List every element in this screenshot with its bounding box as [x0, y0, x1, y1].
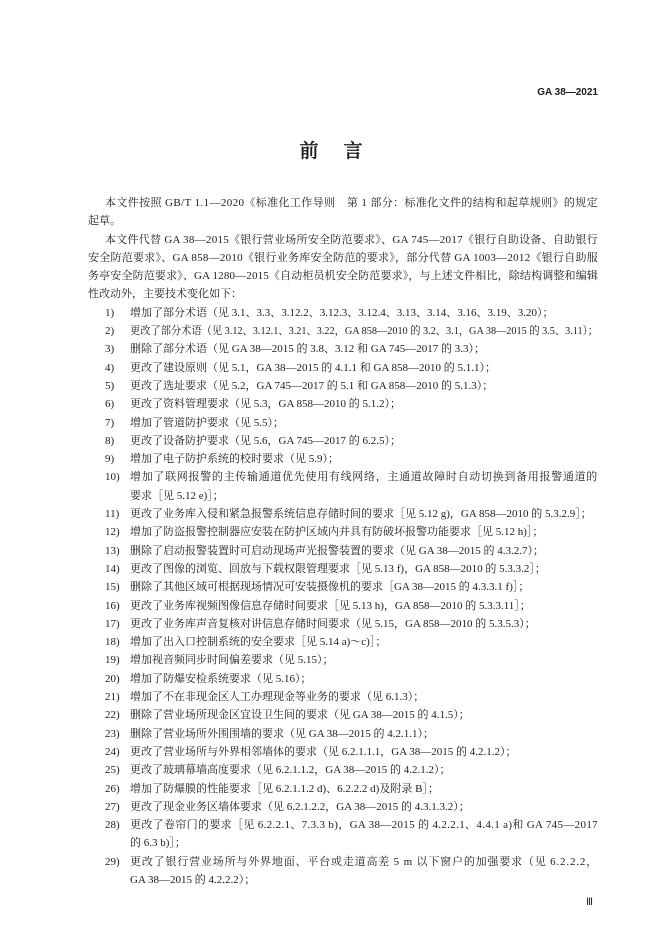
item-line — [130, 523, 598, 541]
item-line-text: 更改了建设原则（见 5.1，GA 38—2015 的 4.1.1 和 GA 858—2010 的 5.1.1）； — [130, 361, 497, 374]
item-text — [130, 340, 598, 358]
item-line-text: 更改了卷帘门的要求［见 6.2.2.1、7.3.3 b)，GA 38—2015 的 4.2.2.1、4.4.1 a)和 GA 745—2017 — [130, 819, 598, 832]
item-number: 14) — [105, 562, 120, 575]
item-text — [130, 450, 598, 468]
item-number: 2) — [105, 325, 115, 338]
item-number: 1) — [105, 306, 115, 319]
item-line — [130, 468, 598, 486]
item-line-text: 要求［见 5.12 e)］； — [130, 489, 224, 502]
item-text — [130, 560, 598, 578]
item-line — [130, 816, 598, 834]
item-line — [130, 743, 598, 761]
item-line — [130, 414, 598, 432]
change-item — [88, 377, 598, 395]
paragraph-line — [88, 212, 598, 230]
item-text — [130, 633, 598, 651]
item-number: 15) — [105, 581, 120, 594]
item-text — [130, 505, 598, 523]
item-text — [130, 688, 598, 706]
item-line — [130, 670, 598, 688]
foreword-body — [88, 194, 598, 889]
change-item — [88, 468, 598, 505]
change-item — [88, 743, 598, 761]
item-number: 13) — [105, 544, 120, 557]
item-line-text: 增加了出入口控制系统的安全要求［见 5.14 a)～c)］； — [130, 636, 387, 649]
item-line-text: 更改了资料管理要求（见 5.3，GA 858—2010 的 5.1.2）； — [130, 398, 402, 411]
change-item — [88, 615, 598, 633]
item-text — [130, 725, 598, 743]
change-item — [88, 597, 598, 615]
item-line-text: 删除了营业场所现金区宜设卫生间的要求（见 GA 38—2015 的 4.1.5）； — [130, 709, 470, 722]
item-number: 3) — [105, 343, 115, 356]
item-number: 17) — [105, 617, 120, 630]
item-line-text: 更改了银行营业场所与外界地面、平台或走道高差 5 m 以下窗户的加强要求（见 6.2.2.2， — [130, 855, 598, 868]
change-item — [88, 340, 598, 358]
item-line-text: 增加了不在非现金区人工办理现金等业务的要求（见 6.1.3）； — [130, 691, 425, 704]
item-number: 4) — [105, 361, 115, 374]
item-line — [130, 853, 598, 871]
item-text — [130, 322, 598, 340]
item-text — [130, 377, 598, 395]
item-line-text: 更改了业务库入侵和紧急报警系统信息存储时间的要求［见 5.12 g)，GA 858—2010 的 5.3.2.9］； — [130, 508, 592, 521]
item-line — [130, 706, 598, 724]
item-text — [130, 414, 598, 432]
item-line-text: 增加了电子防护系统的校时要求（见 5.9）； — [130, 453, 339, 466]
item-number: 18) — [105, 636, 120, 649]
item-text — [130, 706, 598, 724]
paragraph-line-text: 本文件代替 GA 38—2015《银行营业场所安全防范要求》、GA 745—2017《银行自助设备、自助银行 — [105, 233, 598, 246]
item-line — [130, 834, 598, 852]
item-line-text: 增加视音频同步时间偏差要求（见 5.15）； — [130, 654, 334, 667]
item-line — [130, 798, 598, 816]
item-number: 23) — [105, 727, 120, 740]
item-number: 28) — [105, 819, 120, 832]
change-item — [88, 651, 598, 669]
item-text — [130, 798, 598, 816]
item-number: 16) — [105, 599, 120, 612]
change-item — [88, 304, 598, 322]
item-line-text: 更改了玻璃幕墙高度要求（见 6.2.1.1.2，GA 38—2015 的 4.2.1.2）； — [130, 764, 451, 777]
item-text — [130, 615, 598, 633]
item-text — [130, 780, 598, 798]
paragraph — [88, 194, 598, 231]
paragraph — [88, 231, 598, 304]
item-text — [130, 468, 598, 505]
paragraph-line — [88, 231, 598, 249]
item-line — [130, 651, 598, 669]
item-text — [130, 542, 598, 560]
item-line — [130, 761, 598, 779]
item-number: 8) — [105, 434, 115, 447]
item-number: 29) — [105, 855, 120, 868]
change-item — [88, 725, 598, 743]
item-line-text: 更改了营业场所与外界相邻墙体的要求（见 6.2.1.1.1，GA 38—2015 的 4.2.1.2）； — [130, 745, 517, 758]
change-item — [88, 780, 598, 798]
item-line — [130, 359, 598, 377]
item-line — [130, 633, 598, 651]
item-text — [130, 670, 598, 688]
change-item — [88, 798, 598, 816]
change-item — [88, 816, 598, 853]
item-line — [130, 304, 598, 322]
item-line-text: GA 38—2015 的 4.2.2.2）； — [130, 873, 256, 886]
item-number: 22) — [105, 709, 120, 722]
item-text — [130, 853, 598, 890]
item-line-text: 更改了部分术语（见 3.12、3.12.1、3.21、3.22，GA 858—2010 的 3.2、3.1，GA 38—2015 的 3.5、3.11）； — [130, 325, 598, 338]
item-text — [130, 432, 598, 450]
change-item — [88, 450, 598, 468]
paragraph-line-text: 务亭安全防范要求》、GA 1280—2015《自动柜员机安全防范要求》，与上述文件相比，除结构调整和编辑 — [88, 270, 598, 283]
item-number: 11) — [105, 508, 120, 521]
item-number: 9) — [105, 453, 115, 466]
change-item — [88, 560, 598, 578]
item-number: 19) — [105, 654, 120, 667]
item-line-text: 增加了防爆安检系统要求（见 5.16）； — [130, 672, 312, 685]
item-line-text: 增加了防爆膜的性能要求［见 6.2.1.1.2 d)、6.2.2.2 d)及附录 B］； — [130, 782, 439, 795]
item-line — [130, 542, 598, 560]
item-line-text: 更改了选址要求（见 5.2，GA 745—2017 的 5.1 和 GA 858—2010 的 5.1.3）； — [130, 379, 494, 392]
change-item — [88, 432, 598, 450]
paragraph-line-text: 起草。 — [88, 215, 121, 228]
change-item — [88, 853, 598, 890]
paragraph-line-text: 本文件按照 GB/T 1.1—2020《标准化工作导则 第 1 部分：标准化文件的结构和起草规则》的规定 — [105, 197, 598, 209]
item-line — [130, 725, 598, 743]
item-line — [130, 780, 598, 798]
item-line-text: 更改了业务库声音复核对讲信息存储时间要求（见 5.15，GA 858—2010 的 5.3.5.3）； — [130, 617, 536, 630]
item-number: 7) — [105, 416, 115, 429]
item-text — [130, 395, 598, 413]
item-number: 24) — [105, 745, 120, 758]
technical-changes-list — [88, 304, 598, 890]
item-number: 6) — [105, 398, 115, 411]
item-line — [130, 578, 598, 596]
item-line — [130, 688, 598, 706]
change-item — [88, 761, 598, 779]
item-text — [130, 651, 598, 669]
paragraph-line — [88, 285, 598, 303]
item-number: 21) — [105, 691, 120, 704]
change-item — [88, 414, 598, 432]
item-number: 26) — [105, 782, 120, 795]
paragraph-line — [88, 249, 598, 267]
item-line — [130, 395, 598, 413]
item-line-text: 增加了管道防护要求（见 5.5）； — [130, 416, 284, 429]
change-item — [88, 322, 598, 340]
item-line-text: 更改了图像的浏览、回放与下载权限管理要求［见 5.13 f)，GA 858—2010 的 5.3.3.2］； — [130, 562, 546, 575]
item-text — [130, 597, 598, 615]
change-item — [88, 523, 598, 541]
change-item — [88, 542, 598, 560]
change-item — [88, 670, 598, 688]
change-item — [88, 578, 598, 596]
item-line — [130, 450, 598, 468]
item-line-text: 删除了其他区域可根据现场情况可安装摄像机的要求［GA 38—2015 的 4.3.3.1 f)］； — [130, 581, 530, 594]
item-line-text: 增加了防盗报警控制器应安装在防护区域内并具有防破坏报警功能要求［见 5.12 h)］； — [130, 526, 544, 539]
standard-code: GA 38—2021 — [537, 87, 598, 98]
item-text — [130, 523, 598, 541]
item-line-text: 更改了现金业务区墙体要求（见 6.2.1.2.2，GA 38—2015 的 4.3.1.3.2）； — [130, 800, 470, 813]
change-item — [88, 633, 598, 651]
item-number: 20) — [105, 672, 120, 685]
item-text — [130, 743, 598, 761]
paragraph-line — [88, 194, 598, 212]
item-number: 27) — [105, 800, 120, 813]
change-item — [88, 706, 598, 724]
item-line — [130, 432, 598, 450]
change-item — [88, 505, 598, 523]
item-line-text: 删除了营业场所外围围墙的要求（见 GA 38—2015 的 4.2.1.1）； — [130, 727, 435, 740]
paragraph-line — [88, 267, 598, 285]
item-line — [130, 487, 598, 505]
change-item — [88, 395, 598, 413]
item-number: 10) — [105, 471, 120, 484]
item-text — [130, 359, 598, 377]
item-line — [130, 322, 598, 340]
item-number: 25) — [105, 764, 120, 777]
item-text — [130, 578, 598, 596]
paragraph-line-text: 安全防范要求》、GA 858—2010《银行业务库安全防范的要求》，部分代替 GA 1003—2012《银行自助服 — [88, 251, 598, 264]
item-line-text: 删除了启动报警装置时可启动现场声光报警装置的要求（见 GA 38—2015 的 4.3.2.7）； — [130, 544, 545, 557]
item-line — [130, 340, 598, 358]
item-text — [130, 816, 598, 853]
change-item — [88, 359, 598, 377]
item-line — [130, 597, 598, 615]
item-text — [130, 304, 598, 322]
item-line-text: 更改了业务库视频图像信息存储时间要求［见 5.13 h)，GA 858—2010 的 5.3.3.11］； — [130, 599, 531, 612]
foreword-paragraphs — [88, 194, 598, 304]
item-line — [130, 615, 598, 633]
item-line-text: 增加了联网报警的主传输通道优先使用有线网络，主通道故障时自动切换到备用报警通道的 — [130, 471, 598, 484]
item-text — [130, 761, 598, 779]
item-line — [130, 505, 598, 523]
item-line-text: 增加了部分术语（见 3.1、3.3、3.12.2、3.12.3、3.12.4、3.13、3.14、3.16、3.19、3.20）； — [130, 306, 554, 319]
change-item — [88, 688, 598, 706]
page-title: 前 言 — [299, 141, 366, 162]
item-number: 12) — [105, 526, 120, 539]
page-number: Ⅲ — [586, 897, 593, 908]
paragraph-line-text: 性改动外，主要技术变化如下： — [88, 288, 242, 301]
item-line-text: 删除了部分术语（见 GA 38—2015 的 3.8、3.12 和 GA 745—2017 的 3.3）； — [130, 343, 486, 356]
item-number: 5) — [105, 379, 115, 392]
item-line — [130, 560, 598, 578]
item-line — [130, 871, 598, 889]
item-line-text: 更改了设备防护要求（见 5.6，GA 745—2017 的 6.2.5）； — [130, 434, 402, 447]
item-line — [130, 377, 598, 395]
item-line-text: 的 6.3 b)］； — [130, 837, 186, 850]
